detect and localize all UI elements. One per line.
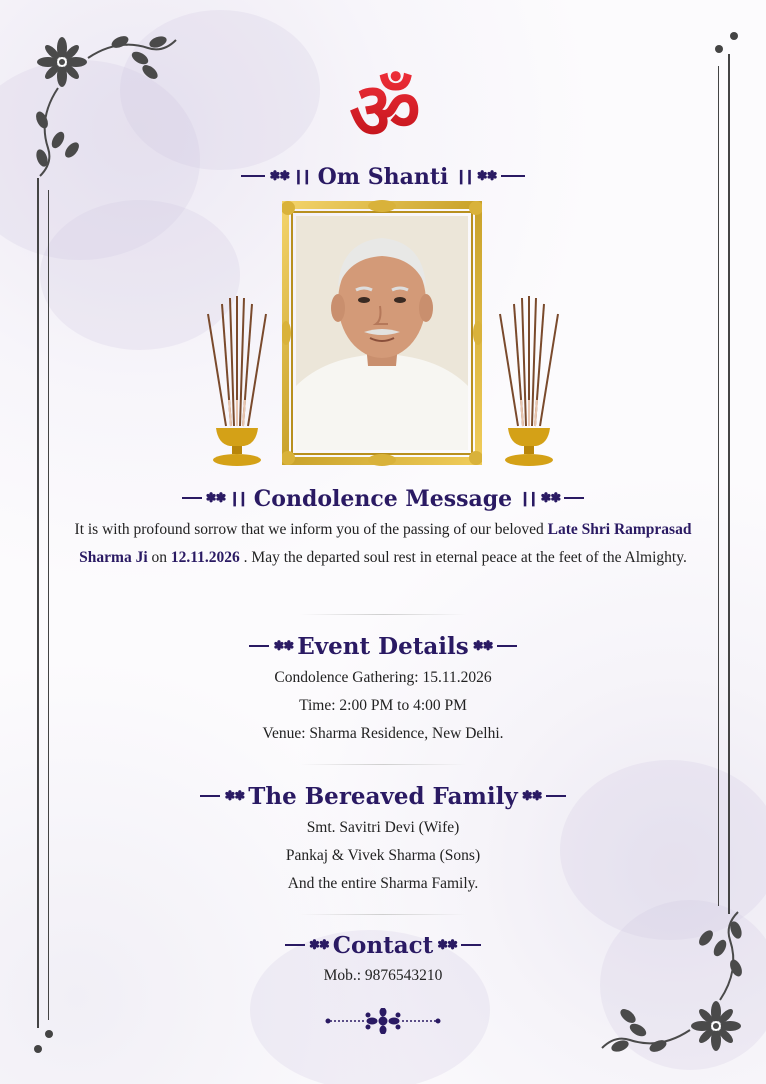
contact-title: Contact [332, 931, 434, 959]
heading-dash [285, 944, 305, 946]
svg-text:ॐ: ॐ [349, 67, 421, 157]
ornament-icon: ✽✽ [472, 638, 493, 654]
heading-dash [564, 497, 584, 499]
family-title: The Bereaved Family [248, 782, 518, 810]
family-member: And the entire Sharma Family. [287, 875, 479, 892]
heading-dash [182, 497, 202, 499]
border-dot [715, 45, 723, 53]
separator [300, 764, 466, 765]
family-heading [0, 780, 766, 812]
ornament-icon: ✽✽ [273, 638, 294, 654]
ornament-icon: ✽✽ [308, 937, 329, 953]
family-member: Smt. Savitri Devi (Wife) [306, 819, 460, 836]
ornament-icon: ✽✽ [540, 490, 561, 506]
border-dot [730, 32, 738, 40]
passing-date: 12.11.2026 [170, 549, 240, 566]
ornament-icon: ✽✽ [224, 788, 245, 804]
border-dot [45, 1030, 53, 1038]
incense-stand-right-icon [492, 292, 566, 470]
heading-dash [501, 175, 525, 177]
condolence-outro: . May the departed soul rest in eternal peace at the feet of the Almighty. [243, 549, 687, 566]
contact-mobile: Mob.: 9876543210 [323, 967, 443, 984]
om-shanti-text: ।। Om Shanti ।। [293, 164, 473, 190]
bottom-ornament-icon [324, 1008, 442, 1034]
left-border-line [37, 178, 39, 1028]
heading-dash [200, 795, 220, 797]
heading-dash [497, 645, 517, 647]
condolence-title: ।। Condolence Message ।। [229, 486, 537, 512]
incense-stand-left-icon [200, 292, 274, 470]
contact-heading [0, 929, 766, 961]
ornament-icon: ✽✽ [476, 168, 497, 184]
family-member: Pankaj & Vivek Sharma (Sons) [285, 847, 481, 864]
condolence-on: on [151, 549, 167, 566]
deceased-name: Late Shri Ramprasad Sharma Ji [79, 521, 692, 566]
event-title: Event Details [297, 632, 469, 660]
portrait-photo [296, 216, 468, 450]
event-gathering: Condolence Gathering: 15.11.2026 [274, 669, 492, 686]
ornament-icon: ✽✽ [205, 490, 226, 506]
condolence-heading [0, 482, 766, 514]
condolence-intro: It is with profound sorrow that we inform you of the passing of our beloved [74, 521, 544, 538]
separator [300, 614, 466, 615]
ornament-icon: ✽✽ [269, 168, 290, 184]
condolence-paragraph [60, 516, 706, 572]
event-time: Time: 2:00 PM to 4:00 PM [299, 697, 467, 714]
ornament-icon: ✽✽ [521, 788, 542, 804]
photo-frame [282, 200, 482, 466]
border-dot [34, 1045, 42, 1053]
heading-dash [461, 944, 481, 946]
ornament-icon: ✽✽ [437, 937, 458, 953]
event-heading [0, 630, 766, 662]
heading-dash [546, 795, 566, 797]
heading-dash [249, 645, 269, 647]
om-shanti-heading [0, 160, 766, 192]
heading-dash [241, 175, 265, 177]
event-venue: Venue: Sharma Residence, New Delhi. [262, 725, 504, 742]
om-symbol-icon [333, 58, 437, 158]
separator [300, 914, 466, 915]
